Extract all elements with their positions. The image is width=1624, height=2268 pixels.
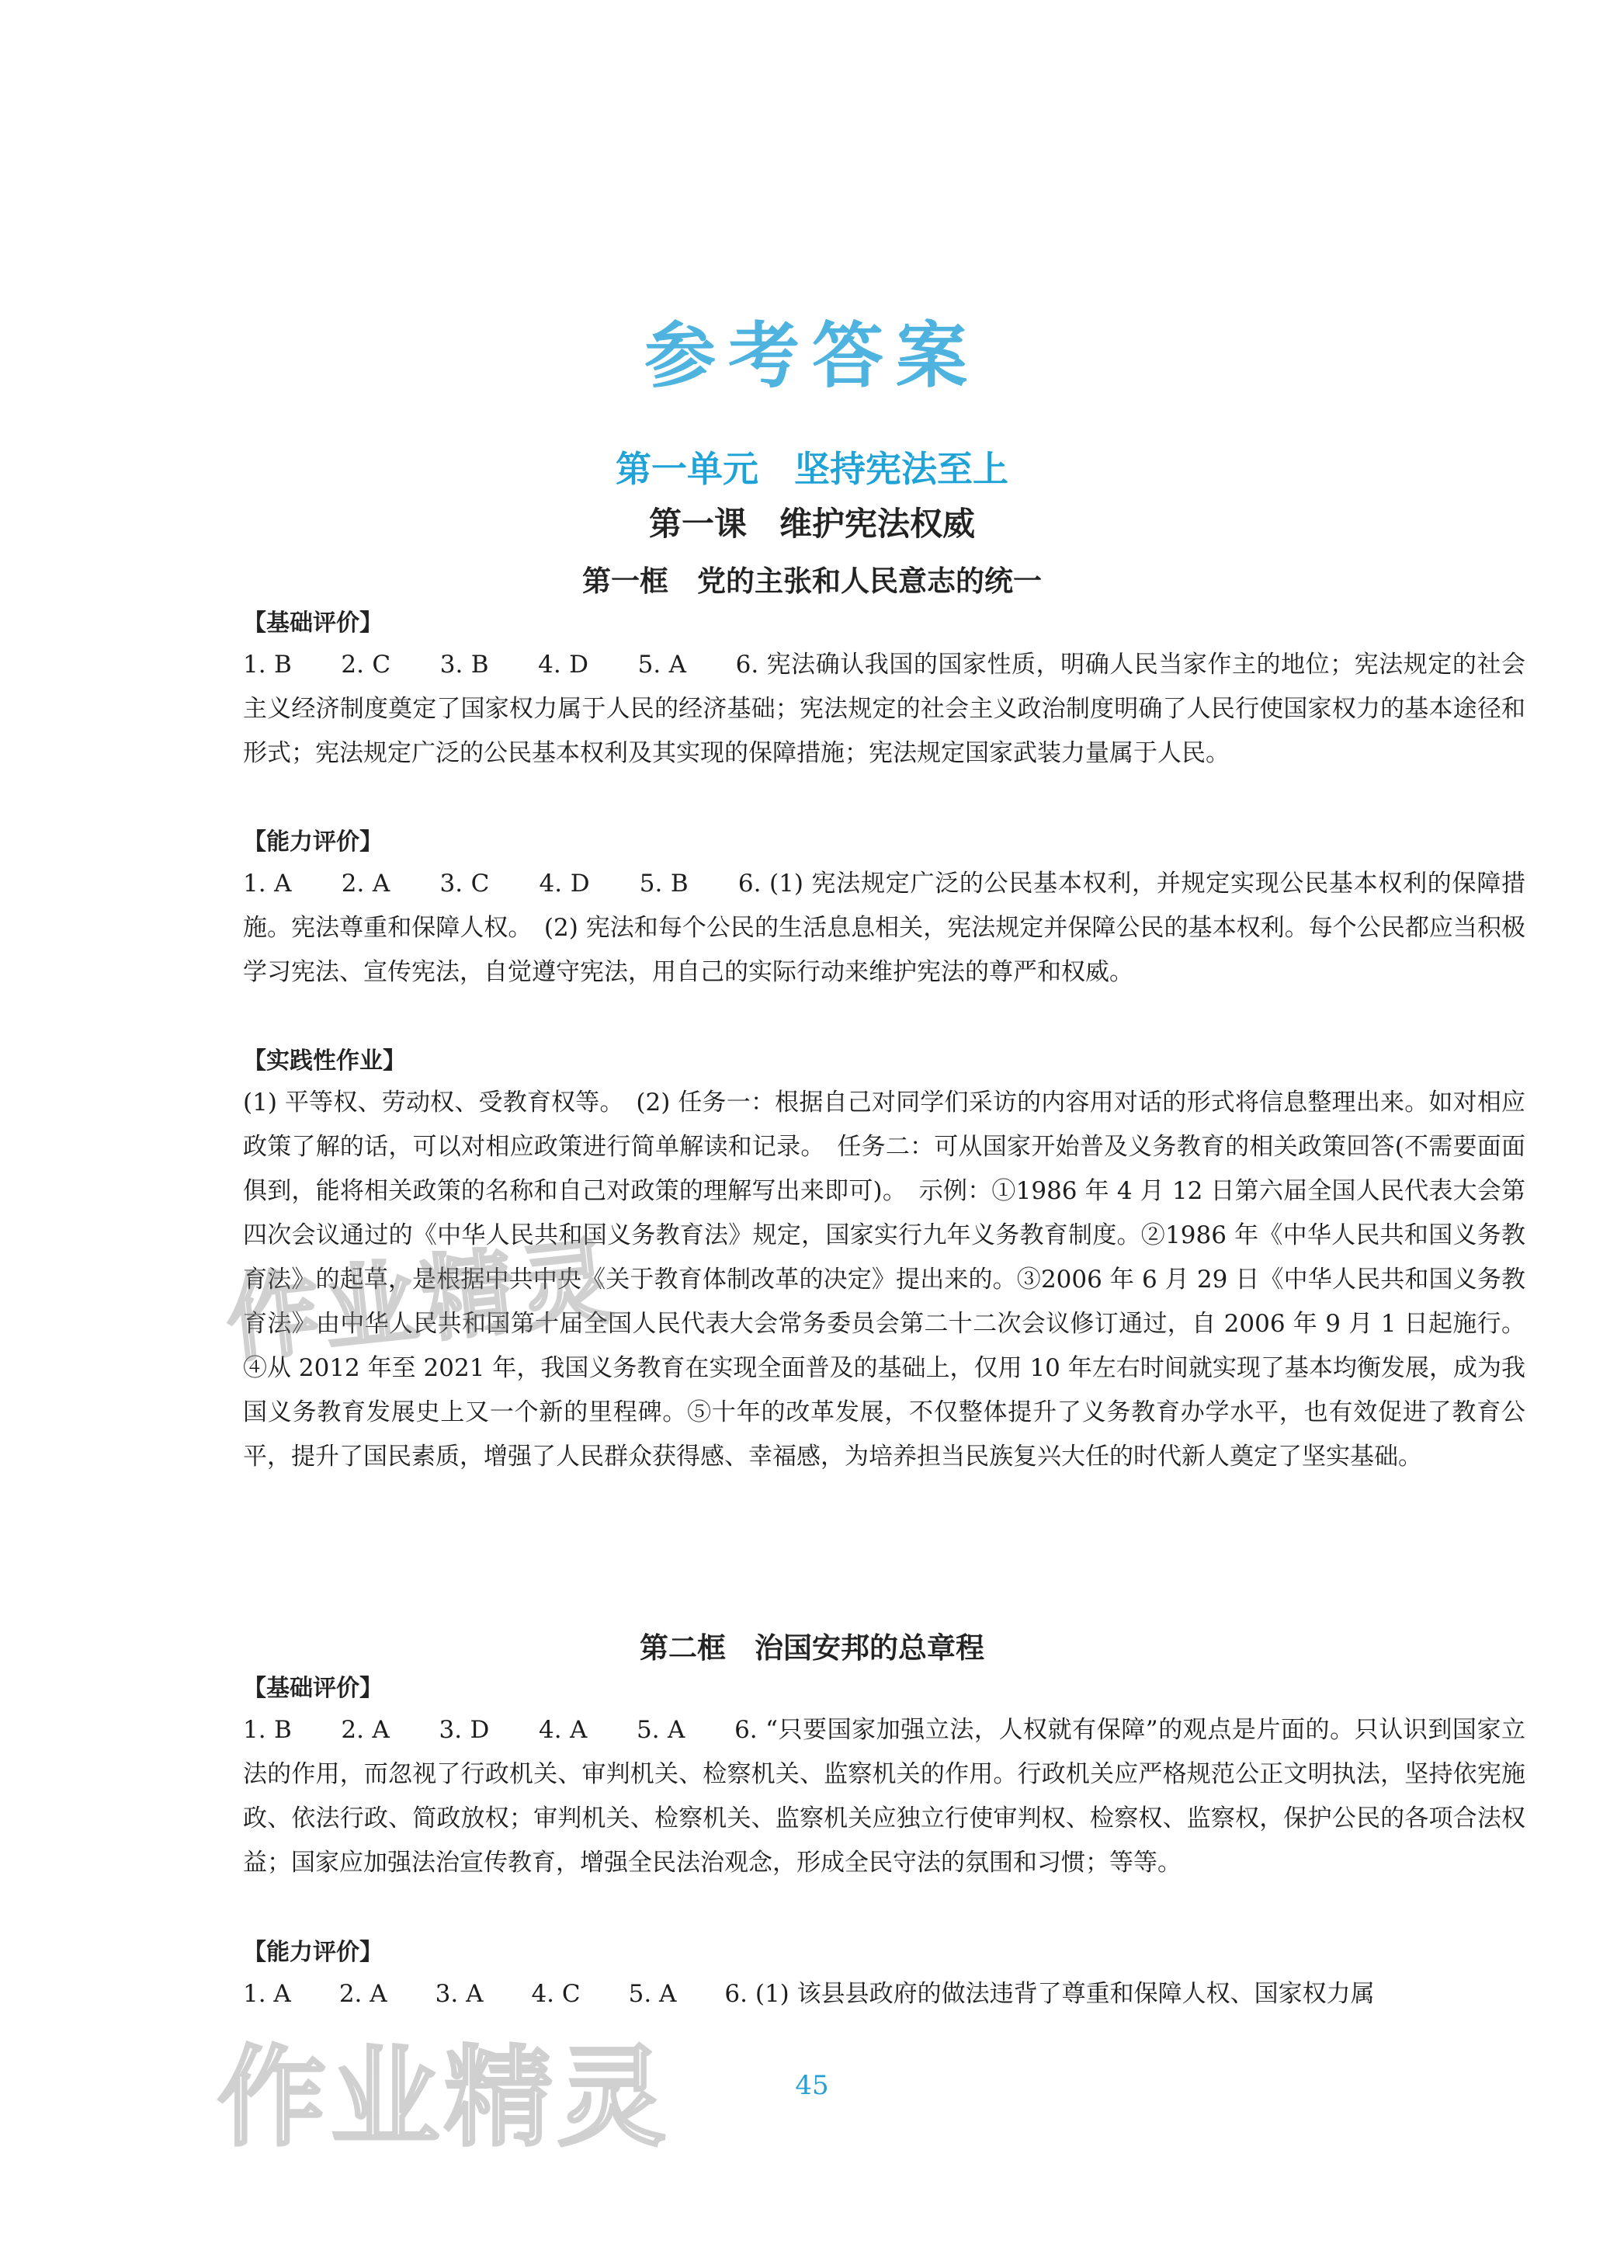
frame-title-2: 第二框 治国安邦的总章程 bbox=[640, 1631, 984, 1665]
section-label: 【实践性作业】 bbox=[243, 1047, 406, 1075]
section-label: 【基础评价】 bbox=[243, 1675, 383, 1702]
frame1-ability-section bbox=[243, 823, 1525, 995]
watermark-logo: 作业精灵 bbox=[221, 1227, 622, 1376]
frame1-basic-section bbox=[243, 604, 1525, 776]
answer-paragraph: (1) 平等权、劳动权、受教育权等。 (2) 任务一：根据自己对同学们采访的内容用对话的形式将信息整理出来。如对相应政策了解的话，可以对相应政策进行简单解读和记录。 任务二：可从国家开始普及义务教育的相关政策回答(不需要面面俱到，能将相关政策的名称和自己对政策的理解写出来即可)。 示例：①1986 年 4 月 12 日第六届全国人民代表大会第四次会议通过的《中华人民共和国义务教育法》规定，国家实行九年义务教育制度。②1986 年《中华人民共和国义务教育法》的起草，是根据中共中央《关于教育体制改革的决定》提出来的。③2006 年 6 月 29 日《中华人民共和国义务教育法》由中华人民共和国第十届全国人民代表大会常务委员会第二十二次会议修订通过，自 2006 年 9 月 1 日起施行。④从 2012 年至 2021 年，我国义务教育在实现全面普及的基础上，仅用 10 年左右时间就实现了基本均衡发展，成为我国义务教育发展史上又一个新的里程碑。⑤十年的改革发展，不仅整体提升了义务教育办学水平，也有效促进了教育公平，提升了国民素质，增强了人民群众获得感、幸福感，为培养担当民族复兴大任的时代新人奠定了坚实基础。 bbox=[243, 1089, 1525, 1471]
section-label: 【基础评价】 bbox=[243, 610, 383, 637]
lesson-title: 第一课 维护宪法权威 bbox=[648, 505, 975, 543]
frame-title-1: 第一框 党的主张和人民意志的统一 bbox=[582, 564, 1042, 598]
page-title: 参考答案 bbox=[644, 314, 980, 398]
answer-paragraph: 1. B 2. C 3. B 4. D 5. A 6. 宪法确认我国的国家性质，明确人民当家作主的地位；宪法规定的社会主义经济制度奠定了国家权力属于人民的经济基础；宪法规定的社会主义政治制度明确了人民行使国家权力的基本途径和形式；宪法规定广泛的公民基本权利及其实现的保障措施；宪法规定国家武装力量属于人民。 bbox=[243, 651, 1525, 767]
answer-paragraph: 1. A 2. A 3. C 4. D 5. B 6. (1) 宪法规定广泛的公民基本权利，并规定实现公民基本权利的保障措施。宪法尊重和保障人权。 (2) 宪法和每个公民的生活息息相关，宪法规定并保障公民的基本权利。每个公民都应当积极学习宪法、宣传宪法，自觉遵守宪法，用自己的实际行动来维护宪法的尊严和权威。 bbox=[243, 870, 1525, 986]
frame2-ability-section bbox=[243, 1933, 1525, 2016]
watermark-logo: 作业精灵 bbox=[217, 2035, 671, 2162]
unit-title: 第一单元 坚持宪法至上 bbox=[616, 448, 1008, 490]
frame2-basic-section bbox=[243, 1669, 1525, 1885]
answer-paragraph: 1. B 2. A 3. D 4. A 5. A 6. “只要国家加强立法，人权就有保障”的观点是片面的。只认识到国家立法的作用，而忽视了行政机关、审判机关、检察机关、监察机关的作用。行政机关应严格规范公正文明执法，坚持依宪施政、依法行政、简政放权；审判机关、检察机关、监察机关应独立行使审判权、检察权、监察权，保护公民的各项合法权益；国家应加强法治宣传教育，增强全民法治观念，形成全民守法的氛围和习惯；等等。 bbox=[243, 1716, 1525, 1877]
answer-paragraph: 1. A 2. A 3. A 4. C 5. A 6. (1) 该县县政府的做法违背了尊重和保障人权、国家权力属 bbox=[243, 1980, 1375, 2008]
frame1-practice-section bbox=[243, 1042, 1525, 1479]
section-label: 【能力评价】 bbox=[243, 828, 383, 856]
section-label: 【能力评价】 bbox=[243, 1939, 383, 1966]
page-number: 45 bbox=[795, 2070, 829, 2101]
